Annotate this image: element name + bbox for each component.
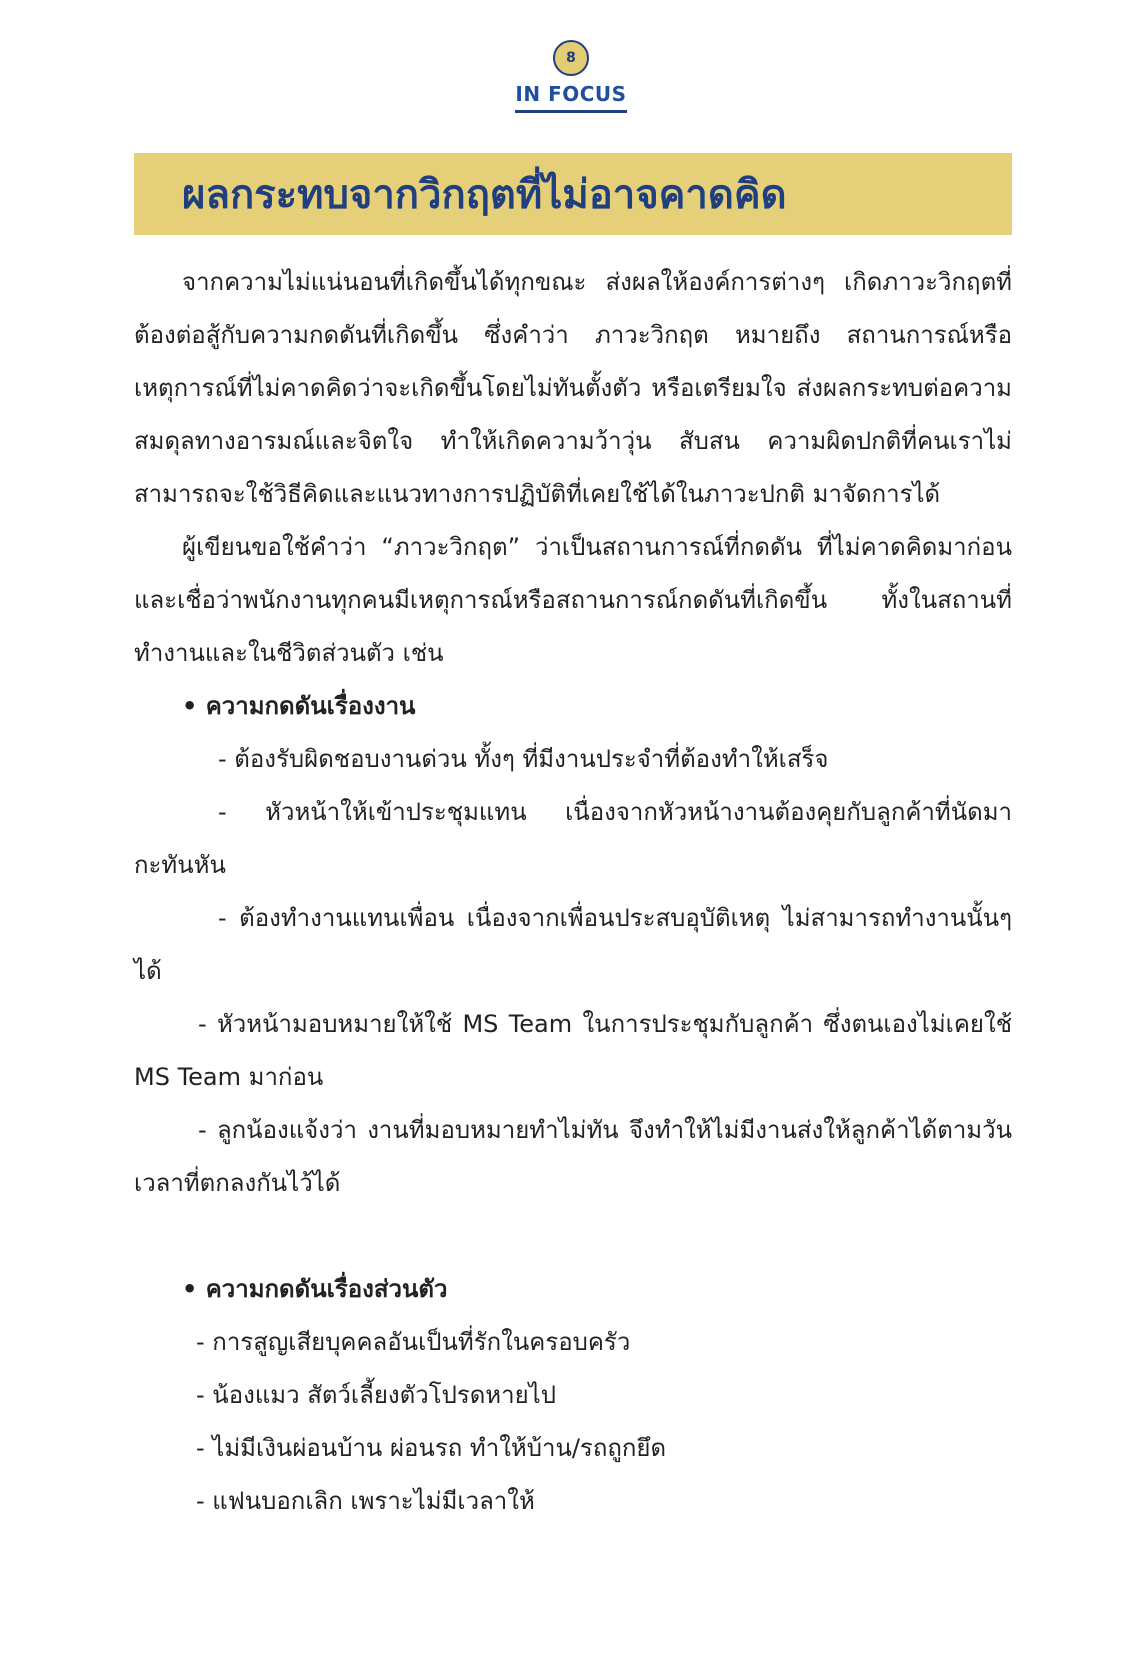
work-pressure-item: - หัวหน้ามอบหมายให้ใช้ MS Team ในการประชุมกับลูกค้า ซึ่งตนเองไม่เคยใช้ MS Team มาก่อน	[134, 1010, 1012, 1091]
personal-pressure-item: - แฟนบอกเลิก เพราะไม่มีเวลาให้	[196, 1487, 535, 1515]
article-title: ผลกระทบจากวิกฤตที่ไม่อาจคาดคิด	[182, 172, 787, 218]
article-body	[134, 256, 1012, 1528]
page-header	[0, 40, 1142, 113]
page-number-badge: 8	[553, 40, 589, 76]
paragraph-intro: จากความไม่แน่นอนที่เกิดขึ้นได้ทุกขณะ ส่งผลให้องค์การต่างๆ เกิดภาวะวิกฤตที่ต้องต่อสู้กับความกดดันที่เกิดขึ้น ซึ่งคำว่า ภาวะวิกฤต หมายถึง สถานการณ์หรือเหตุการณ์ที่ไม่คาดคิดว่าจะเกิดขึ้นโดยไม่ทันตั้งตัว หรือเตรียมใจ ส่งผลกระทบต่อความสมดุลทางอารมณ์และจิตใจ ทำให้เกิดความว้าวุ่น สับสน ความผิดปกติที่คนเราไม่สามารถจะใช้วิธีคิดและแนวทางการปฏิบัติที่เคยใช้ได้ในภาวะปกติ มาจัดการได้	[134, 268, 1012, 508]
work-pressure-heading: • ความกดดันเรื่องงาน	[182, 692, 416, 720]
personal-pressure-item: - ไม่มีเงินผ่อนบ้าน ผ่อนรถ ทำให้บ้าน/รถถูกยึด	[196, 1434, 667, 1462]
personal-pressure-item: - น้องแมว สัตว์เลี้ยงตัวโปรดหายไป	[196, 1381, 556, 1409]
title-banner	[134, 153, 1012, 235]
work-pressure-item: - ต้องทำงานแทนเพื่อน เนื่องจากเพื่อนประสบอุบัติเหตุ ไม่สามารถทำงานนั้นๆ ได้	[134, 904, 1012, 985]
personal-pressure-heading: • ความกดดันเรื่องส่วนตัว	[182, 1275, 448, 1303]
work-pressure-item: - ต้องรับผิดชอบงานด่วน ทั้งๆ ที่มีงานประจำที่ต้องทำให้เสร็จ	[218, 745, 829, 773]
section-spacer	[134, 1210, 1012, 1263]
section-label: IN FOCUS	[515, 82, 626, 113]
work-pressure-item: - ลูกน้องแจ้งว่า งานที่มอบหมายทำไม่ทัน จึงทำให้ไม่มีงานส่งให้ลูกค้าได้ตามวันเวลาที่ตกลงกันไว้ได้	[134, 1116, 1012, 1197]
paragraph-definition: ผู้เขียนขอใช้คำว่า “ภาวะวิกฤต” ว่าเป็นสถานการณ์ที่กดดัน ที่ไม่คาดคิดมาก่อน และเชื่อว่าพนักงานทุกคนมีเหตุการณ์หรือสถานการณ์กดดันที่เกิดขึ้น ทั้งในสถานที่ทำงานและในชีวิตส่วนตัว เช่น	[134, 533, 1012, 667]
personal-pressure-item: - การสูญเสียบุคคลอันเป็นที่รักในครอบครัว	[196, 1328, 631, 1356]
work-pressure-item: - หัวหน้าให้เข้าประชุมแทน เนื่องจากหัวหน้างานต้องคุยกับลูกค้าที่นัดมากะทันหัน	[134, 798, 1012, 879]
